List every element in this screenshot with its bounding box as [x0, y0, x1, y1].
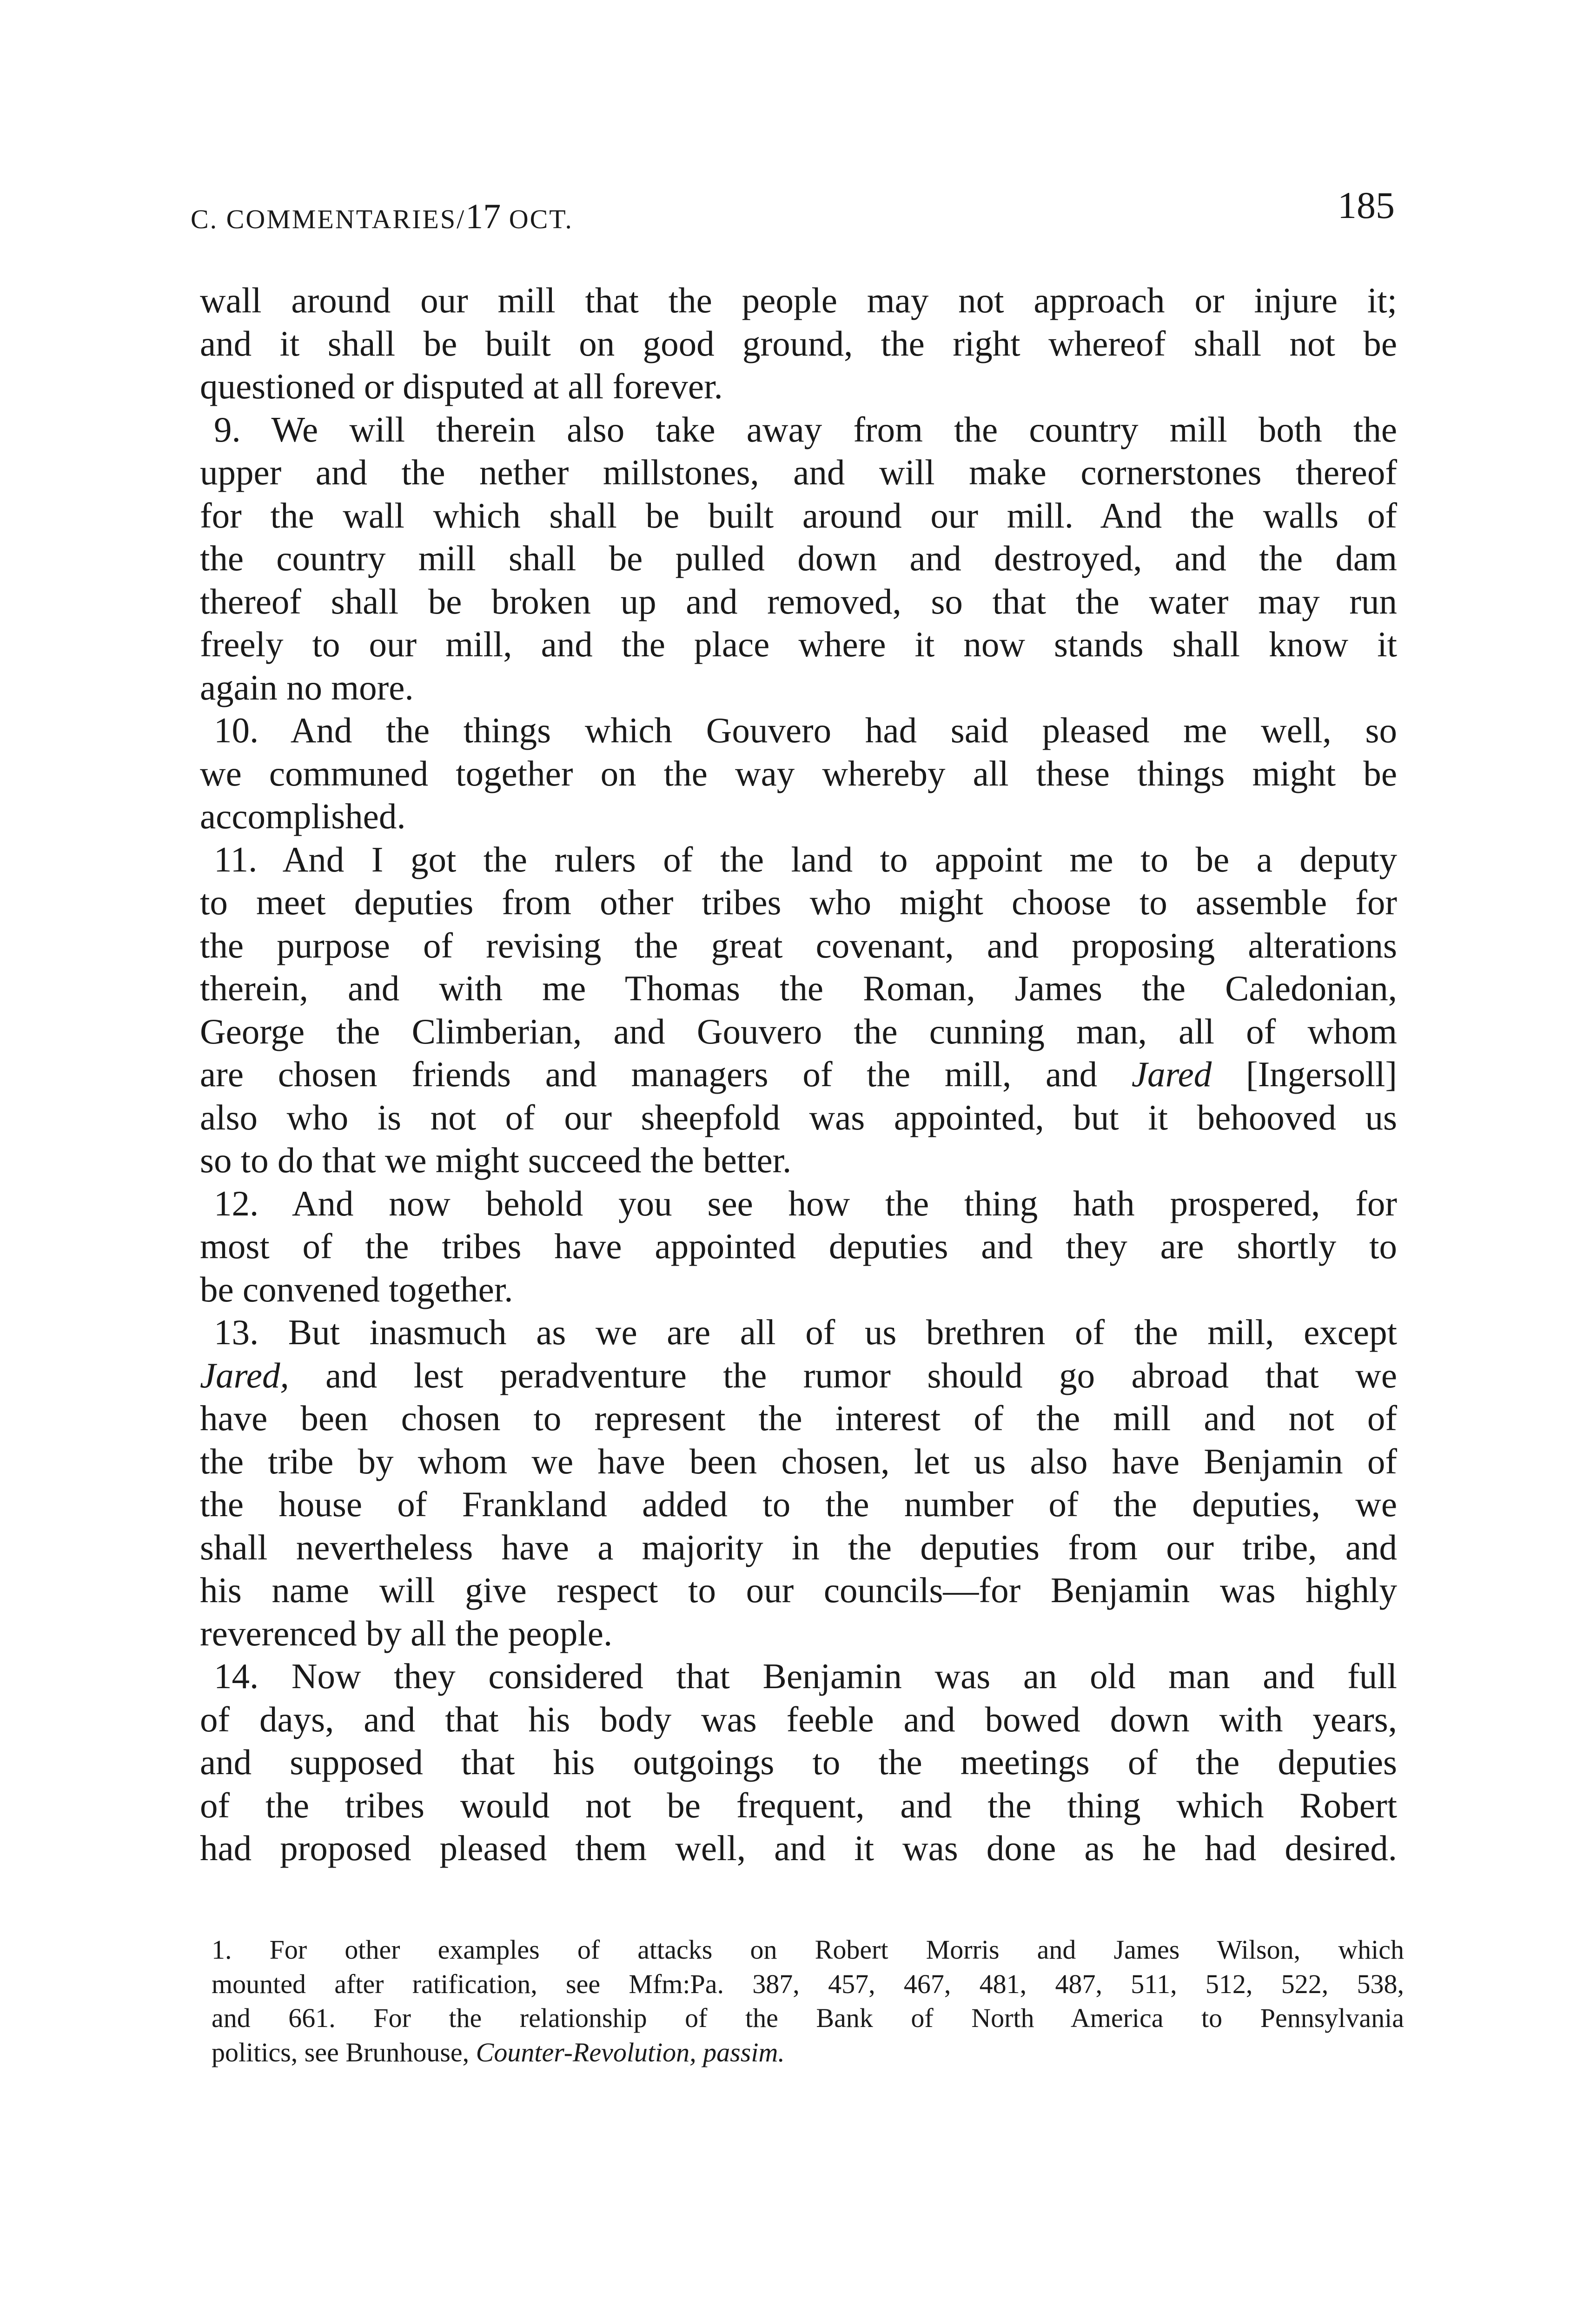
text-segment: and lest peradventure the rumor should go abroad that we	[325, 1355, 1397, 1395]
paragraph-11-start: 11. And I got the rulers of the land to appoint me to be a deputy	[214, 839, 1397, 879]
text-line: and supposed that his outgoings to the meetings of the deputies	[200, 1742, 1397, 1782]
text-line: freely to our mill, and the place where it now stands shall know it	[200, 624, 1397, 664]
paragraph-10-start: 10. And the things which Gouvero had said pleased me well, so	[214, 710, 1397, 750]
italic-name: Jared	[1131, 1054, 1212, 1094]
text-line: accomplished.	[200, 796, 406, 836]
text-line: again no more.	[200, 667, 414, 707]
bracket-insertion: [Ingersoll]	[1212, 1054, 1398, 1094]
text-line: of days, and that his body was feeble and bowed down with years,	[200, 1699, 1397, 1739]
text-line-with-italic	[200, 1053, 1397, 1096]
paragraph-13-start: 13. But inasmuch as we are all of us brethren of the mill, except	[214, 1312, 1397, 1352]
body-text	[200, 279, 1397, 1870]
text-line: upper and the nether millstones, and will make cornerstones thereof	[200, 452, 1397, 492]
text-line: also who is not of our sheepfold was appointed, but it behooved us	[200, 1097, 1397, 1137]
footnote-line-with-italic	[212, 2035, 1404, 2070]
italic-name: Jared,	[200, 1355, 289, 1395]
text-line: have been chosen to represent the interest of the mill and not of	[200, 1398, 1397, 1438]
text-line: the purpose of revising the great covenant, and proposing alterations	[200, 925, 1397, 965]
text-line: so to do that we might succeed the better.	[200, 1140, 792, 1180]
footnote-line: and 661. For the relationship of the Bank of North America to Pennsylvania	[212, 2003, 1404, 2033]
footnote-text: politics, see Brunhouse,	[212, 2037, 476, 2067]
footnote-italic-title: Counter-Revolution, passim.	[476, 2037, 785, 2067]
text-line: we communed together on the way whereby all these things might be	[200, 753, 1397, 793]
running-head	[191, 184, 1395, 239]
text-line: his name will give respect to our councils—for Benjamin was highly	[200, 1570, 1397, 1610]
paragraph-9-start: 9. We will therein also take away from the country mill both the	[214, 409, 1397, 449]
page-number: 185	[1338, 184, 1395, 226]
text-line: George the Climberian, and Gouvero the cunning man, all of whom	[200, 1011, 1397, 1051]
text-line: therein, and with me Thomas the Roman, James the Caledonian,	[200, 968, 1397, 1008]
running-title-month: OCT.	[501, 204, 573, 234]
text-line: to meet deputies from other tribes who might choose to assemble for	[200, 882, 1397, 922]
running-title-text: C. COMMENTARIES/	[191, 204, 466, 234]
text-line: questioned or disputed at all forever.	[200, 366, 723, 406]
text-line: shall nevertheless have a majority in the deputies from our tribe, and	[200, 1527, 1397, 1567]
footnote-line: mounted after ratification, see Mfm:Pa. 387, 457, 467, 481, 487, 511, 512, 522, 538,	[212, 1968, 1404, 1999]
text-line: most of the tribes have appointed deputies and they are shortly to	[200, 1226, 1397, 1266]
running-title	[191, 197, 573, 237]
footnote-line: 1. For other examples of attacks on Robert Morris and James Wilson, which	[212, 1934, 1404, 1965]
text-line: of the tribes would not be frequent, and the thing which Robert	[200, 1785, 1397, 1825]
text-line: thereof shall be broken up and removed, so that the water may run	[200, 581, 1397, 621]
text-line: the tribe by whom we have been chosen, let us also have Benjamin of	[200, 1441, 1397, 1481]
text-line: wall around our mill that the people may not approach or injure it;	[200, 280, 1397, 320]
text-line: and it shall be built on good ground, the right whereof shall not be	[200, 323, 1397, 363]
footnote	[212, 1933, 1404, 2069]
text-line: the house of Frankland added to the number of the deputies, we	[200, 1484, 1397, 1524]
text-line: be convened together.	[200, 1269, 513, 1309]
paragraph-12-start: 12. And now behold you see how the thing hath prospered, for	[214, 1183, 1397, 1223]
text-line: had proposed pleased them well, and it was done as he had desired.	[200, 1828, 1397, 1868]
text-line: reverenced by all the people.	[200, 1613, 613, 1653]
paragraph-14-start: 14. Now they considered that Benjamin was an old man and full	[214, 1656, 1397, 1696]
text-line-with-italic	[200, 1354, 1397, 1397]
text-line: the country mill shall be pulled down and destroyed, and the dam	[200, 538, 1397, 578]
text-line: for the wall which shall be built around our mill. And the walls of	[200, 495, 1397, 535]
text-segment: are chosen friends and managers of the mill, and	[200, 1054, 1098, 1094]
running-title-date: 17	[465, 197, 501, 236]
